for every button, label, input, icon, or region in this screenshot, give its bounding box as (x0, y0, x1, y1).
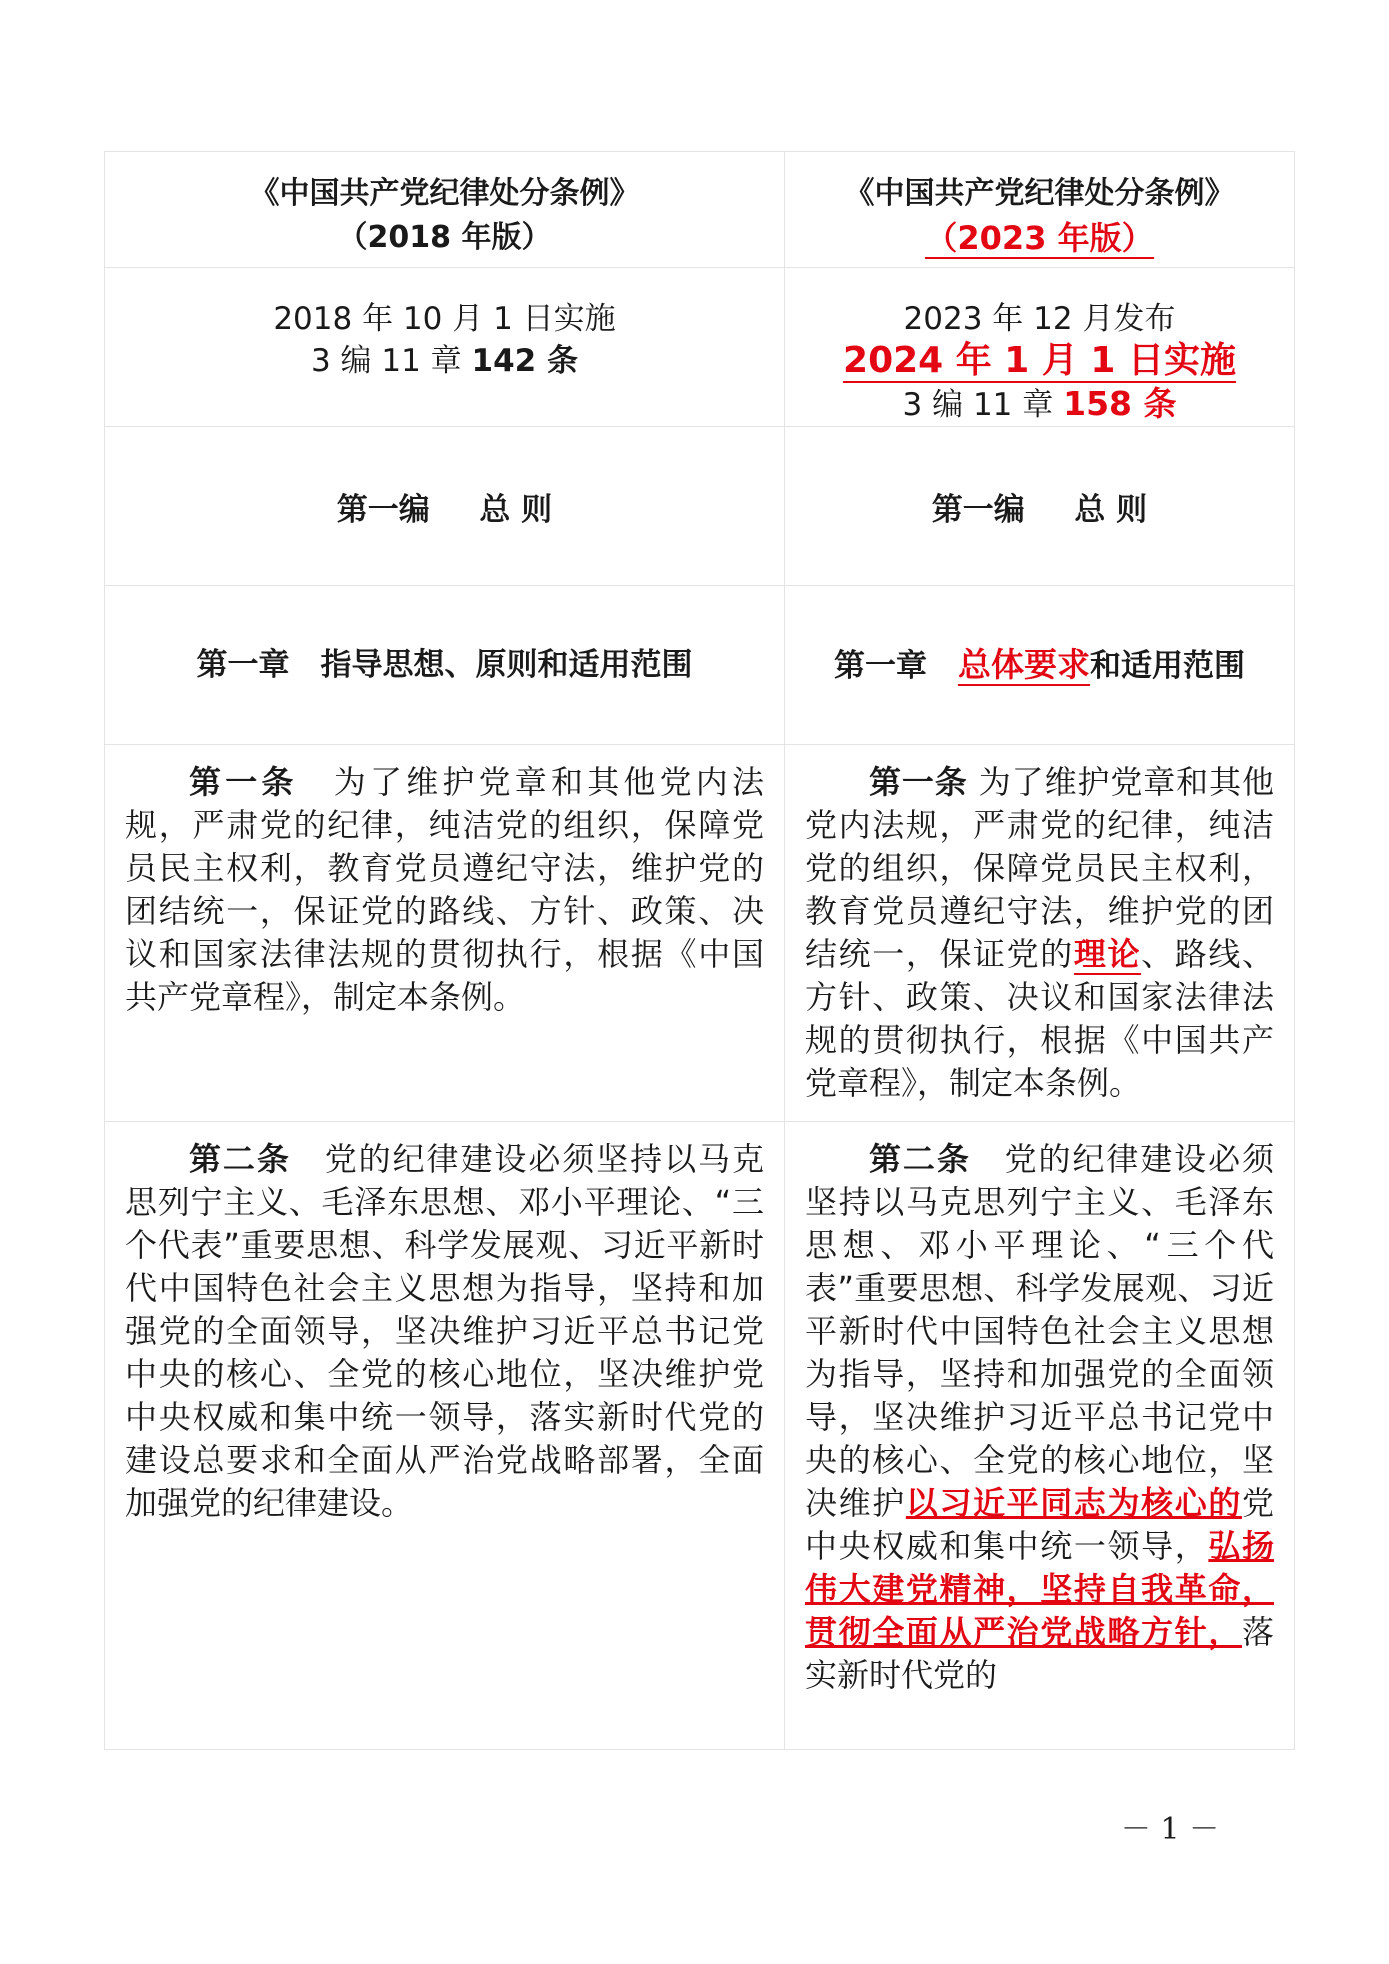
chapter-row (105, 586, 1295, 745)
article1-row (105, 745, 1295, 1122)
meta-row (105, 268, 1295, 427)
article1-right-lead: 第一条 (869, 763, 968, 801)
article2-left-text: 党的纪律建设必须坚持以马克思列宁主义、毛泽东思想、邓小平理论、“三个代表”重要思想、科学发展观、习近平新时代中国特色社会主义思想为指导，坚持和加强党的全面领导，坚决维护习近平总书记党中央的核心、全党的核心地位，坚决维护党中央权威和集中统一领导，落实新时代党的建设总要求和全面从严治党战略部署，全面加强党的纪律建设。 (125, 1140, 764, 1522)
left-title: 《中国共产党纪律处分条例》 (249, 176, 640, 211)
chapter-left-cell (105, 586, 785, 745)
header-row (105, 152, 1295, 268)
article2-left-lead: 第二条 (189, 1140, 291, 1178)
part-right-cell (785, 427, 1295, 586)
right-publish-date: 2023 年 12 月发布 (903, 301, 1176, 337)
left-effective-date: 2018 年 10 月 1 日实施 (273, 301, 616, 337)
article2-row (105, 1122, 1295, 1750)
article1-left-text: 为了维护党章和其他党内法规，严肃党的纪律，纯洁党的组织，保障党员民主权利，教育党员遵纪守法，维护党的团结统一，保证党的路线、方针、政策、决议和国家法律法规的贯彻执行，根据《中国共产党章程》，制定本条例。 (125, 763, 764, 1016)
right-effective-date: 2024 年 1 月 1 日实施 (843, 340, 1236, 381)
part-row (105, 427, 1295, 586)
article2-right-highlight-2: 弘扬伟大建党精神，坚持自我革命，贯彻全面从严治党战略方针， (805, 1527, 1274, 1651)
right-part-number: 第一编 (931, 491, 1025, 528)
left-chapter-title: 第一章 指导思想、原则和适用范围 (196, 647, 693, 683)
page-number: － 1 － (1120, 1812, 1220, 1847)
meta-right-cell (785, 268, 1295, 427)
right-chapter-title: 第一章 总体要求和适用范围 (834, 644, 1245, 684)
part-left-cell (105, 427, 785, 586)
chapter-right-cell (785, 586, 1295, 745)
left-part-number: 第一编 (336, 491, 430, 528)
header-left-cell (105, 152, 785, 268)
meta-left-cell (105, 268, 785, 427)
article2-right-lead: 第二条 (869, 1140, 971, 1178)
article1-left-cell (105, 745, 785, 1122)
article2-right-cell: 第二条 党的纪律建设必须坚持以马克思列宁主义、毛泽东思想、邓小平理论、“三个代表”重要思想、科学发展观、习近平新时代中国特色社会主义思想为指导，坚持和加强党的全面领导，坚决维护习近平总书记党中央的核心、全党的核心地位，坚决维护以习近平同志为核心的党中央权威和集中统一领导，弘扬伟大建党精神，坚持自我革命，贯彻全面从严治党战略方针，落实新时代党的 (785, 1122, 1295, 1750)
left-edition: （2018 年版） (337, 220, 552, 255)
left-part-title: 总 则 (479, 491, 553, 528)
article2-left-cell (105, 1122, 785, 1750)
article1-right-highlight: 理论 (1073, 935, 1142, 973)
right-part-title: 总 则 (1074, 491, 1148, 528)
left-structure: 3 编 11 章 142 条 (310, 343, 579, 379)
right-edition: （2023 年版） (925, 219, 1154, 257)
comparison-table (104, 151, 1295, 1750)
right-title: 《中国共产党纪律处分条例》 (844, 176, 1235, 211)
article1-right-cell: 第一条 为了维护党章和其他党内法规，严肃党的纪律，纯洁党的组织，保障党员民主权利，教育党员遵纪守法，维护党的团结统一，保证党的理论、路线、方针、政策、决议和国家法律法规的贯彻执行，根据《中国共产党章程》，制定本条例。 (785, 745, 1295, 1122)
article1-left-lead: 第一条 (189, 763, 298, 801)
header-right-cell (785, 152, 1295, 268)
right-structure: 3 编 11 章 158 条 (902, 384, 1177, 423)
article2-right-highlight-1: 以习近平同志为核心的 (905, 1484, 1242, 1522)
